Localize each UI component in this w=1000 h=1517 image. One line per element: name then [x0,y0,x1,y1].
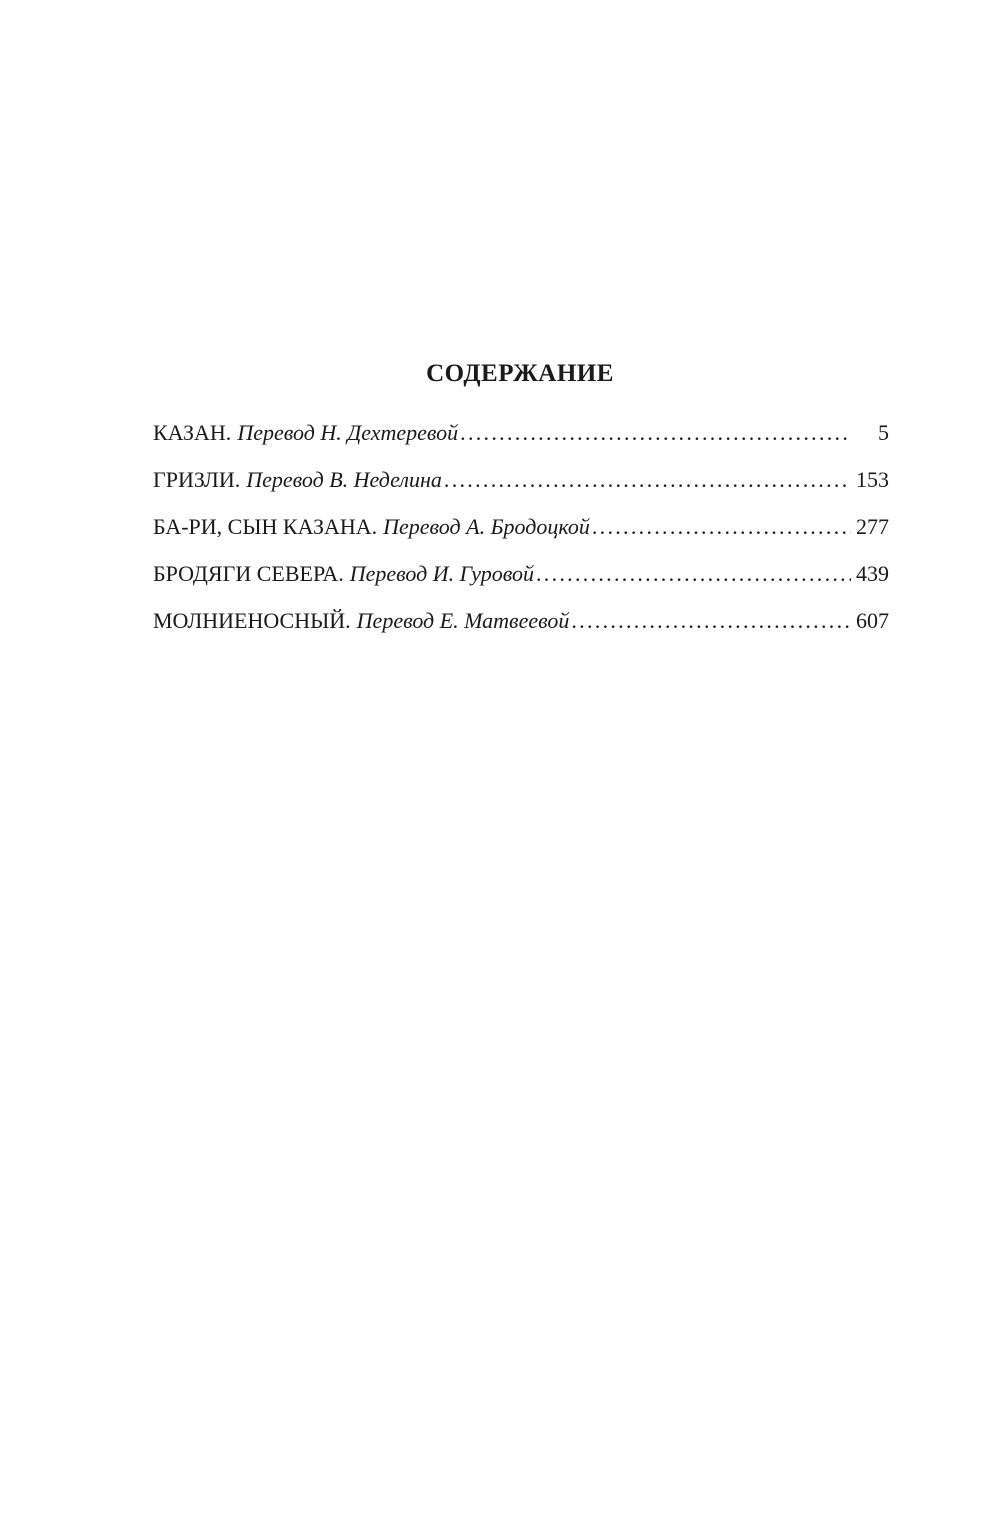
dot-leader [592,512,851,542]
entry-translator: Перевод А. Бродоцкой [383,514,590,539]
entry-title: БА-РИ, СЫН КАЗАНА. [153,514,378,539]
entry-title: КАЗАН. [153,420,232,445]
entry-translator: Перевод И. Гуровой [349,561,534,586]
entry-title: МОЛНИЕНОСНЫЙ. [153,608,351,633]
entry-translator: Перевод Е. Матвеевой [356,608,570,633]
dot-leader [460,418,851,448]
entry-translator: Перевод Н. Дехтеревой [237,420,459,445]
entry-title: БРОДЯГИ СЕВЕРА. [153,561,344,586]
entry-page-number: 277 [856,514,889,539]
entry-page-number: 607 [856,608,889,633]
toc-list [153,418,889,653]
toc-entry [153,559,889,606]
dot-leader [444,465,851,495]
toc-entry [153,512,889,559]
toc-entry [153,465,889,512]
dot-leader [536,559,851,589]
toc-heading: СОДЕРЖАНИЕ [426,360,614,387]
entry-page-number: 439 [856,561,889,586]
entry-page-number: 153 [856,467,889,492]
toc-entry [153,606,889,653]
dot-leader [571,606,851,636]
entry-title: ГРИЗЛИ. [153,467,241,492]
entry-page-number: 5 [878,420,889,445]
entry-translator: Перевод В. Неделина [246,467,442,492]
toc-entry [153,418,889,465]
